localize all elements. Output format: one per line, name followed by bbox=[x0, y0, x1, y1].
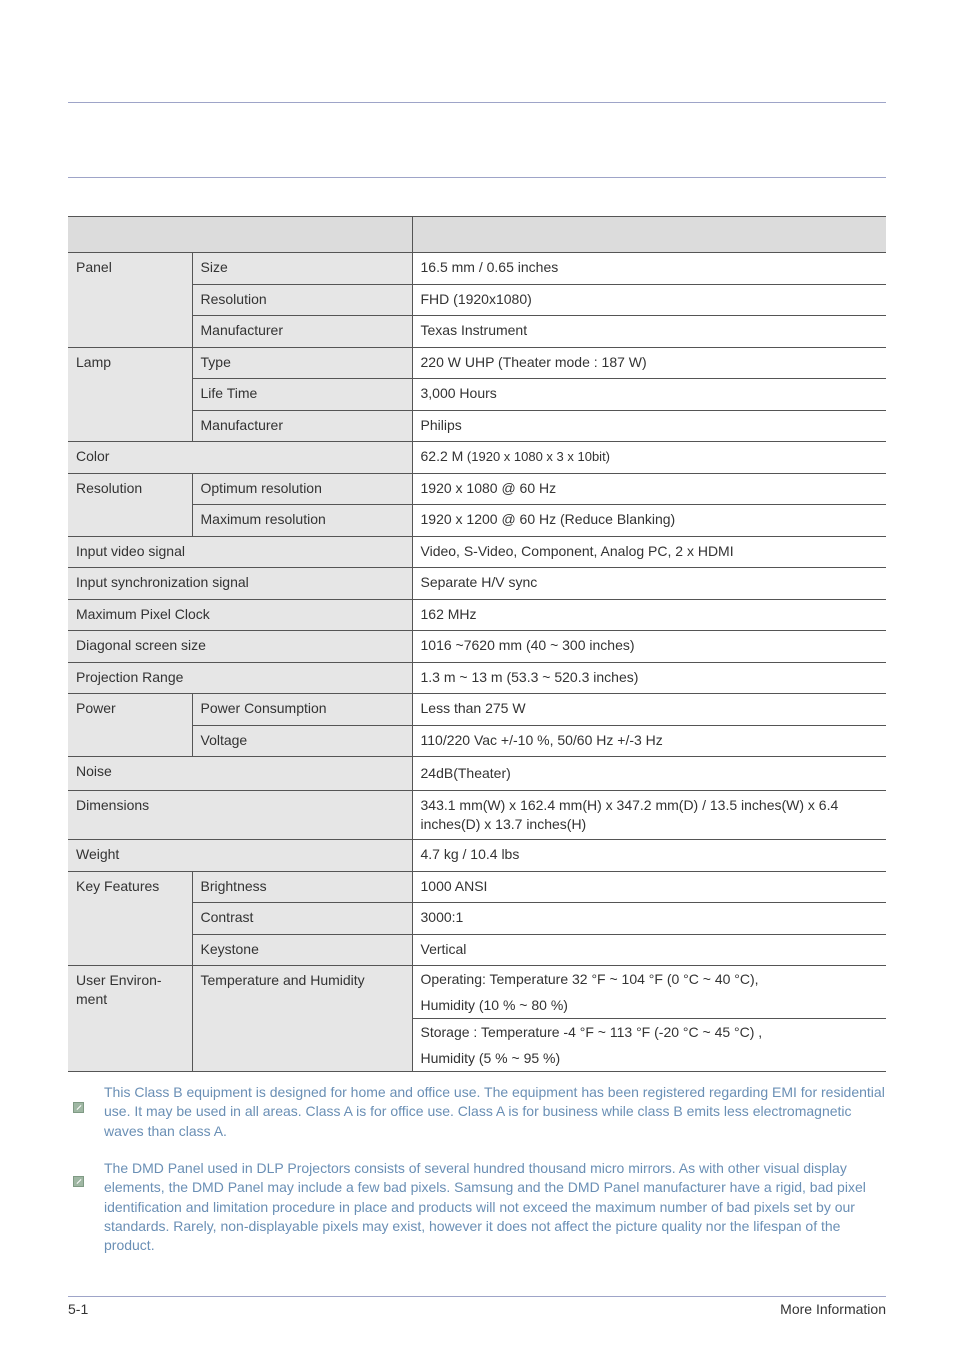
spec-value: Vertical bbox=[412, 934, 886, 966]
note-icon bbox=[73, 1102, 84, 1113]
operating-line1: Operating: Temperature 32 °F ~ 104 °F (0 °C ~ 40 °C), bbox=[420, 971, 759, 987]
spec-value: 1920 x 1080 @ 60 Hz bbox=[412, 473, 886, 505]
table-row bbox=[68, 568, 886, 600]
item-label: Keystone bbox=[192, 934, 412, 966]
table-header-row bbox=[68, 217, 886, 253]
spec-value: 220 W UHP (Theater mode : 187 W) bbox=[412, 347, 886, 379]
spec-value: 3,000 Hours bbox=[412, 379, 886, 411]
env-group-line1: User Environ- bbox=[76, 972, 162, 988]
color-value-detail: (1920 x 1080 x 3 x 10bit) bbox=[463, 449, 611, 464]
item-label: Type bbox=[192, 347, 412, 379]
row-label: Dimensions bbox=[68, 790, 412, 840]
spec-value: 110/220 Vac +/-10 %, 50/60 Hz +/-3 Hz bbox=[412, 725, 886, 757]
table-row bbox=[68, 694, 886, 726]
item-label: Optimum resolution bbox=[192, 473, 412, 505]
spec-value: 1920 x 1200 @ 60 Hz (Reduce Blanking) bbox=[412, 505, 886, 537]
item-label: Manufacturer bbox=[192, 410, 412, 442]
spec-value: 1.3 m ~ 13 m (53.3 ~ 520.3 inches) bbox=[412, 662, 886, 694]
spec-value: FHD (1920x1080) bbox=[412, 284, 886, 316]
group-label: Panel bbox=[68, 253, 192, 348]
operating-line2: Humidity (10 % ~ 80 %) bbox=[420, 997, 568, 1013]
spec-value: 1016 ~7620 mm (40 ~ 300 inches) bbox=[412, 631, 886, 663]
spec-value: Separate H/V sync bbox=[412, 568, 886, 600]
footer-rule bbox=[68, 1296, 886, 1297]
group-label: Lamp bbox=[68, 347, 192, 442]
header-rule-bottom bbox=[68, 177, 886, 178]
group-label: Power bbox=[68, 694, 192, 757]
item-label: Manufacturer bbox=[192, 316, 412, 348]
table-row bbox=[68, 871, 886, 903]
item-label: Size bbox=[192, 253, 412, 285]
item-label: Resolution bbox=[192, 284, 412, 316]
item-label: Temperature and Humidity bbox=[192, 966, 412, 1072]
spec-value: 343.1 mm(W) x 162.4 mm(H) x 347.2 mm(D) / 13.5 inches(W) x 6.4 inches(D) x 13.7 inches(H) bbox=[412, 790, 886, 840]
table-row bbox=[68, 347, 886, 379]
section-title: More Information bbox=[780, 1301, 886, 1317]
row-label: Projection Range bbox=[68, 662, 412, 694]
note-paragraph: The DMD Panel used in DLP Projectors consists of several hundred thousand micro mirrors. As with other visual display elements, the DMD Panel may include a few bad pixels. Samsung and the DMD Panel manufacturer have a rigid, bad pixel identification and limitation procedure in place and products will not exceed the maximum number of bad pixels set by our standards. Rarely, non-displayable pixels may exist, however it does not affect the picture quality nor the lifespan of the product. bbox=[104, 1160, 866, 1254]
spec-value: Video, S-Video, Component, Analog PC, 2 x HDMI bbox=[412, 536, 886, 568]
item-label: Maximum resolution bbox=[192, 505, 412, 537]
note-paragraph: This Class B equipment is designed for home and office use. The equipment has been registered regarding EMI for residential use. It may be used in all areas. Class A is for office use. Class A is for business while class B emits less electromagnetic waves than class A. bbox=[104, 1084, 885, 1139]
item-label: Life Time bbox=[192, 379, 412, 411]
spec-table bbox=[68, 216, 886, 1072]
header-rule-top bbox=[68, 102, 886, 103]
row-label: Weight bbox=[68, 840, 412, 872]
row-label: Color bbox=[68, 442, 412, 474]
row-label: Input synchronization signal bbox=[68, 568, 412, 600]
item-label: Brightness bbox=[192, 871, 412, 903]
item-label: Contrast bbox=[192, 903, 412, 935]
table-row bbox=[68, 662, 886, 694]
table-row bbox=[68, 631, 886, 663]
spec-value bbox=[412, 442, 886, 474]
group-label: Resolution bbox=[68, 473, 192, 536]
item-label: Power Consumption bbox=[192, 694, 412, 726]
spec-value: Philips bbox=[412, 410, 886, 442]
group-label: Key Features bbox=[68, 871, 192, 966]
color-value-main: 62.2 M bbox=[420, 448, 464, 464]
spec-value: 16.5 mm / 0.65 inches bbox=[412, 253, 886, 285]
table-row bbox=[68, 599, 886, 631]
row-label: Maximum Pixel Clock bbox=[68, 599, 412, 631]
table-row bbox=[68, 536, 886, 568]
page-number: 5-1 bbox=[68, 1301, 89, 1317]
group-label bbox=[68, 966, 192, 1072]
table-row bbox=[68, 840, 886, 872]
table-row bbox=[68, 442, 886, 474]
spec-value-storage bbox=[412, 1019, 886, 1072]
spec-value: 24dB(Theater) bbox=[412, 757, 886, 791]
row-label: Noise bbox=[68, 757, 412, 791]
table-row bbox=[68, 966, 886, 1019]
header-cell-item bbox=[68, 217, 412, 253]
spec-value: 162 MHz bbox=[412, 599, 886, 631]
spec-value: Texas Instrument bbox=[412, 316, 886, 348]
env-group-line2: ment bbox=[76, 991, 108, 1007]
storage-line2: Humidity (5 % ~ 95 %) bbox=[420, 1050, 561, 1066]
storage-line1: Storage : Temperature -4 °F ~ 113 °F (-20 °C ~ 45 °C) , bbox=[420, 1024, 763, 1040]
row-label: Input video signal bbox=[68, 536, 412, 568]
table-row bbox=[68, 473, 886, 505]
note-icon bbox=[73, 1176, 84, 1187]
table-row bbox=[68, 253, 886, 285]
table-row bbox=[68, 757, 886, 791]
header-cell-spec bbox=[412, 217, 886, 253]
spec-value: 1000 ANSI bbox=[412, 871, 886, 903]
table-row bbox=[68, 790, 886, 840]
item-label: Voltage bbox=[192, 725, 412, 757]
spec-value: 3000:1 bbox=[412, 903, 886, 935]
spec-value-operating bbox=[412, 966, 886, 1019]
spec-value: 4.7 kg / 10.4 lbs bbox=[412, 840, 886, 872]
spec-value: Less than 275 W bbox=[412, 694, 886, 726]
row-label: Diagonal screen size bbox=[68, 631, 412, 663]
